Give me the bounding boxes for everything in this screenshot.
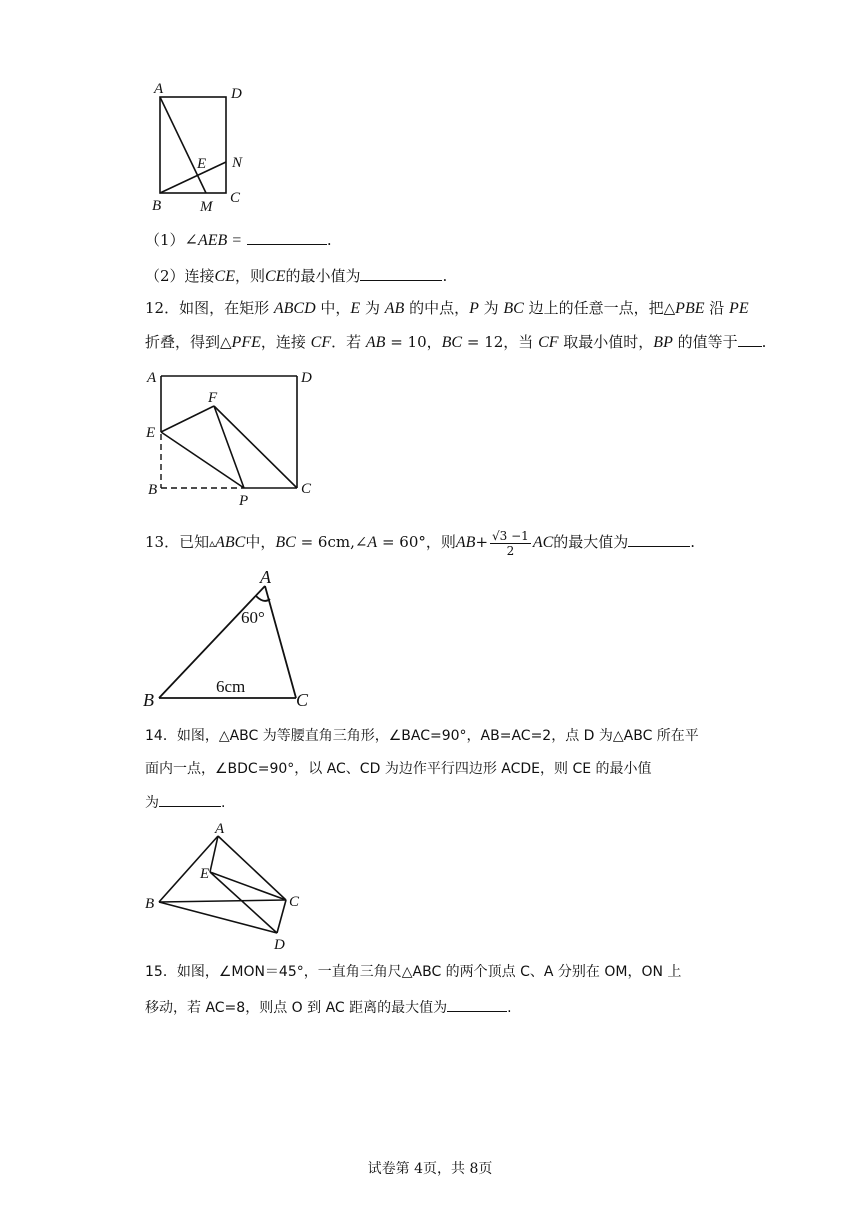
q12-line-2-seg-4: ．若	[331, 333, 366, 351]
q12-line-2-seg-11: BP	[653, 334, 673, 351]
q13-fraction-numerator: √3 −1	[492, 528, 529, 543]
figure-rectangle-aemn	[140, 80, 260, 220]
q12-line-1-seg-2: 中，	[315, 299, 351, 317]
q13-post: 的最大值为	[553, 533, 629, 551]
q13-label-c: C	[296, 690, 309, 710]
q13-side-label: 6cm	[216, 677, 246, 696]
q12-line-1-seg-1: ABCD	[273, 300, 316, 317]
q13-fraction-denominator: 2	[506, 543, 515, 558]
label-a: A	[154, 81, 164, 97]
q12-line-2-seg-10: 取最小值时，	[558, 333, 654, 351]
answer-blank-1[interactable]	[247, 230, 327, 245]
q15-line-2	[145, 997, 512, 1018]
q13-triangle-symbol: ▵	[209, 536, 216, 550]
label-d: D	[231, 86, 242, 102]
figure-q12-fold	[140, 362, 330, 512]
q12-line-1-seg-13: PE	[729, 300, 749, 317]
q12-label-e: E	[146, 425, 156, 441]
q12-line-2-seg-2: ，连接	[260, 333, 311, 351]
q14-label-c: C	[289, 894, 300, 910]
part-2-text-3: 的最小值为	[285, 267, 361, 285]
q12-line-1	[145, 298, 749, 319]
part-2	[145, 266, 447, 287]
q14-line-3	[145, 792, 225, 813]
q13-fraction	[490, 529, 531, 558]
q12-line-2-seg-3: CF	[310, 334, 332, 351]
q13-angle-a: A	[367, 534, 378, 551]
q12-line-2-seg-8: = 12，当	[462, 333, 539, 351]
q12-label-d: D	[301, 370, 312, 386]
q13-label-b: B	[143, 690, 154, 710]
label-e: E	[197, 156, 207, 172]
q12-line-1-seg-4: 为	[360, 299, 385, 317]
q13-angle-label: 60°	[241, 608, 265, 627]
part-1-expression: ∠AEB =	[184, 232, 243, 249]
q14-label-d: D	[274, 937, 285, 953]
q15-line-2-text: 移动，若 AC=8，则点 O 到 AC 距离的最大值为	[145, 1000, 448, 1016]
q12-line-1-seg-11: PBE	[675, 300, 705, 317]
q12-line-2-seg-7: BC	[441, 334, 463, 351]
q12-line-1-seg-12: 沿	[704, 299, 730, 317]
label-n: N	[232, 155, 243, 171]
q12-label-b: B	[148, 482, 158, 498]
q13-bc: BC	[275, 534, 296, 551]
q12-label-p: P	[239, 493, 249, 509]
part-2-end: .	[442, 267, 448, 285]
q12-line-1-seg-3: E	[350, 300, 361, 317]
q12-line-1-seg-9: BC	[503, 300, 524, 317]
q13-mid: 中，	[245, 533, 276, 551]
figure-q14-parallelogram	[140, 816, 320, 956]
q12-label-f: F	[208, 390, 218, 406]
q13-ab: AB	[455, 534, 476, 551]
q12-line-2-seg-12: 的值等于	[672, 333, 738, 351]
answer-blank-13[interactable]	[628, 532, 690, 547]
part-2-ce-2: CE	[265, 268, 286, 285]
q13-prefix: 13．已知	[145, 533, 210, 551]
q13-abc: ABC	[215, 534, 246, 551]
q12-line-2	[145, 332, 766, 353]
q13-cond-1: = 6cm,∠	[295, 533, 368, 551]
answer-blank-12[interactable]	[738, 332, 762, 347]
part-1-end: .	[326, 231, 332, 249]
part-2-text-2: ，则	[235, 267, 266, 285]
q13-plus: +	[475, 533, 489, 551]
q14-end: .	[221, 795, 226, 811]
q15-end: .	[507, 1000, 512, 1016]
label-m: M	[200, 199, 213, 215]
q12-line-1-seg-6: 的中点，	[404, 299, 470, 317]
part-1	[145, 230, 332, 251]
part-1-number: （1）	[145, 231, 185, 249]
part-2-ce-1: CE	[214, 268, 235, 285]
q14-line-3-text: 为	[145, 795, 159, 811]
q15-line-1: 15．如图，∠MON＝45°，一直角三角尺△ABC 的两个顶点 C、A 分别在 OM，ON 上	[145, 964, 682, 980]
q12-line-2-seg-1: PFE	[231, 334, 261, 351]
q13-ac: AC	[532, 534, 554, 551]
q12-line-1-seg-7: P	[469, 300, 479, 317]
answer-blank-15[interactable]	[447, 997, 507, 1012]
label-c: C	[230, 190, 241, 206]
figure-q13-triangle	[140, 566, 330, 711]
q13-cond-2: = 60°，则	[377, 533, 456, 551]
q12-line-1-seg-0: 12．如图，在矩形	[145, 299, 274, 317]
q13-line	[145, 528, 695, 558]
q13-end: .	[690, 533, 696, 551]
q12-line-1-seg-10: 边上的任意一点，把△	[523, 299, 676, 317]
q12-line-2-seg-0: 折叠，得到△	[145, 333, 232, 351]
q12-line-2-seg-9: CF	[538, 334, 559, 351]
q12-label-c: C	[301, 481, 312, 497]
q14-line-2: 面内一点，∠BDC=90°，以 AC、CD 为边作平行四边形 ACDE，则 CE 的最小值	[145, 761, 652, 777]
label-b: B	[152, 198, 162, 214]
q12-line-2-seg-5: AB	[365, 334, 386, 351]
q12-end: .	[761, 333, 767, 351]
answer-blank-14[interactable]	[159, 792, 221, 807]
page-footer: 试卷第 4页，共 8页	[367, 1161, 493, 1177]
q14-label-a: A	[215, 821, 225, 837]
q13-label-a: A	[260, 567, 271, 587]
q12-label-a: A	[147, 370, 157, 386]
q12-line-1-seg-8: 为	[478, 299, 504, 317]
q14-label-e: E	[200, 866, 210, 882]
q12-line-2-seg-6: = 10，	[385, 333, 442, 351]
answer-blank-2[interactable]	[360, 266, 442, 281]
q14-label-b: B	[145, 896, 155, 912]
part-2-text-1: （2）连接	[145, 267, 215, 285]
q12-line-1-seg-5: AB	[384, 300, 405, 317]
q14-line-1: 14．如图，△ABC 为等腰直角三角形，∠BAC=90°，AB=AC=2，点 D 为△ABC 所在平	[145, 728, 699, 744]
